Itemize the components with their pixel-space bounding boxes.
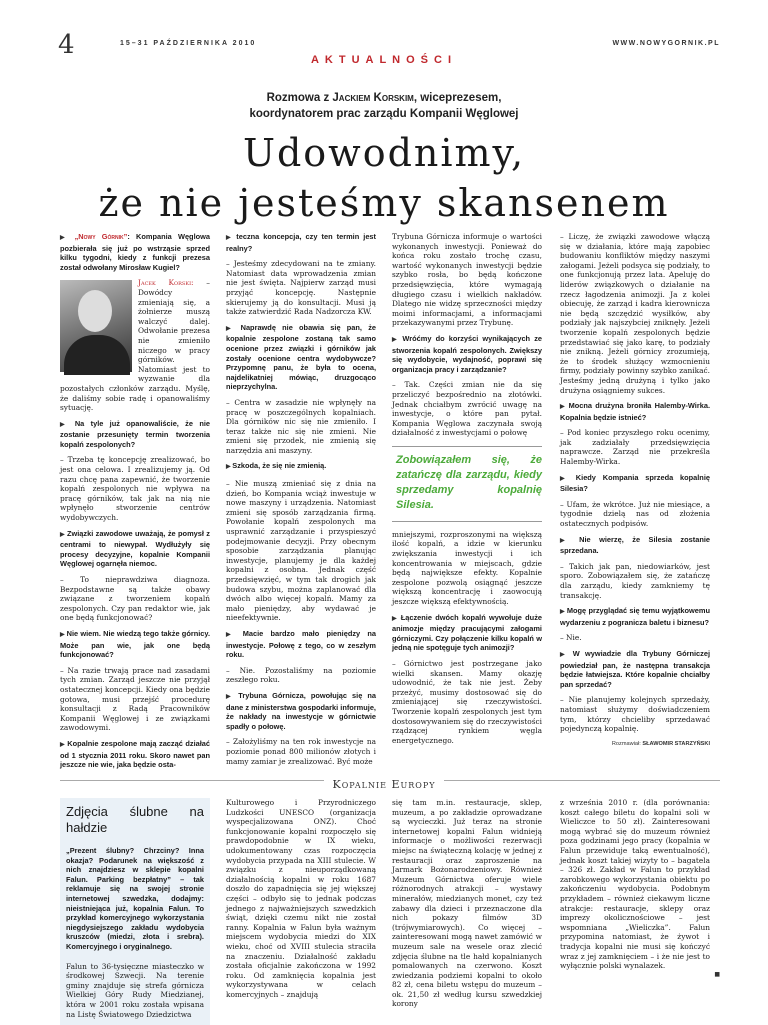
question: ▶ Wróćmy do korzyści wynikających ze stworzenia kopalń zespolonych. Zwiększy się wydobycie, wydajność, poprawi się organizacja pracy i zarządzanie? (392, 334, 542, 374)
answer: – Pod koniec przyszłego roku ocenimy, jak zadziałały przedsięwzięcia naprawcze. Zarząd nie przekreśla Halemby-Wirka. (560, 428, 710, 467)
question: ▶ Kopalnie zespolone mają zacząć działać od 1 stycznia 2011 roku. Skoro nawet pan jeszcze nie wie, jaka będzie osta- (60, 739, 210, 770)
article-body (60, 232, 710, 772)
question: ▶ Na tyle już opanowaliście, że nie zostanie przesunięty termin tworzenia kopalń zespolonych? (60, 419, 210, 450)
answer: – Trzeba tę koncepcję zrealizować, bo jest ona celowa. I zrealizujemy ją. Od razu chcę pana zapewnić, że tworzenie kopalń zespolonych nie wpływa na pracę górników, tak jak na nią nie wpłynęło stworzenie centrów wydobywczych. (60, 455, 210, 523)
answer: Jacek Korski: – Dowódcy zmieniają się, a żołnierze muszą walczyć dalej. Odwołanie prezesa nie zmieniło niczego w pracy górników. Natomiast jest to wyzwanie dla pozostałych członków zarządu. Myślę, że daliśmy sobie radę i opanowaliśmy sytuację. (60, 278, 210, 413)
headline-line1: Udowodnimy, (242, 131, 526, 175)
article-column-3 (392, 232, 542, 751)
answer: – To nieprawdziwa diagnoza. Bezpodstawne są także obawy związane z tworzeniem kopalń zespolonych. Czy pan redaktor wie, jak one będą funkcjonować? (60, 575, 210, 623)
page-number: 4 (58, 30, 75, 60)
sidebar-box (60, 798, 710, 1019)
question: ▶ Szkoda, że się nie zmienią. (226, 461, 376, 473)
question: ▶ „Nowy Górnik”: Kompania Węglowa pozbierała się już po wstrząsie sprzed kilku tygodni, kiedy z funkcji prezesa został odwołany Mirosław Kugiel? (60, 232, 210, 272)
answer: – Nie muszą zmieniać się z dnia na dzień, bo Kompania wciąż inwestuje w nowe maszyny i urządzenia. Natomiast zmieni się sposób zarządzania firmą. Powołanie kopalń zespolonych ma usprawnić zarządzanie i przyspieszyć podejmowanie decyzji. Przy obecnym sposobie zarządzania planując inwestycje, planujemy je dla każdej kopalni z osobna. Jednak część przedsięwzięć, w tym tak drogich jak budowa szybu, można zaplanować dla dwóch albo więcej kopalń. Mamy za mało pieniędzy, aby wydawać je nieefektywnie. (226, 479, 376, 623)
author-credit: Rozmawiał: SŁAWOMIR STARZYŃSKI (611, 740, 710, 747)
answer: – Górnictwo jest postrzegane jako wielki skansen. Mamy okazję udowodnić, że tak nie jest. Żeby przeżyć, musimy dostosować się do zmieniającej się rzeczywistości. Tworzenie kopalń zespolonych jest tym dostosowywaniem się do rzeczywistości rządzącej rynkiem węgla energetycznego. (392, 659, 542, 745)
question: ▶ Kiedy Kompania sprzeda kopalnię Silesia? (560, 473, 710, 494)
answer: – Takich jak pan, niedowiarków, jest sporo. Zobowiązałem się, że zatańczę dla zarządu, kiedy zamkniemy tę transakcję. (560, 561, 710, 600)
question: ▶ W wywiadzie dla Trybuny Górniczej powiedział pan, że następna transakcja będzie łatwiejsza. Które kopalnie chciałby pan sprzedać? (560, 649, 710, 689)
question: ▶ Naprawdę nie obawia się pan, że kopalnie zespolone zostaną tak samo ocenione przez związki i górników jak zostały ocenione centra wydobywcze? Przypomnę panu, że była to ocena, najdelikatniej mówiąc, druzgocąco nieprzychylna. (226, 323, 376, 392)
question: ▶ Mocna drużyna broniła Halemby-Wirka. Kopalnia będzie istnieć? (560, 401, 710, 422)
question: ▶ Nie wiem. Nie wiedzą tego także górnicy. Może pan wie, jak one będą funkcjonować? (60, 629, 210, 660)
intro-line2: koordynatorem prac zarządu Kompanii Węglowej (249, 108, 519, 120)
website: WWW.NOWYGORNIK.PL (612, 40, 720, 47)
question: ▶ Macie bardzo mało pieniędzy na inwestycje. Połowę z tego, co w zeszłym roku. (226, 629, 376, 660)
answer: – Założyliśmy na ten rok inwestycje na poziomie ponad 800 milionów złotych i mamy zamiar je zrealizować. Być może (226, 737, 376, 766)
answer: – Ufam, że wkrótce. Już nie miesiące, a tygodnie dzielą nas od złożenia ostatecznych podpisów. (560, 499, 710, 529)
intro-pre: Rozmowa z (266, 92, 333, 104)
question-cont: ▶ teczna koncepcja, czy ten termin jest realny? (226, 232, 376, 253)
pull-quote: Zobowiązałem się, że zatańczę dla zarządu, kiedy sprzedamy kopalnię Silesia. (392, 446, 542, 522)
box-heading: Zdjęcia ślubne na hałdzie (66, 804, 204, 835)
intro (0, 90, 768, 122)
answer: – Na razie trwają prace nad zasadami tych zmian. Zarząd jeszcze nie przyjął ostatecznej koncepcji. Kiedy ona będzie gotowa, musi przejść procedurę konsultacji z Radą Pracowników Kompanii Węglowej i ze związkami zawodowymi. (60, 665, 210, 733)
headline (0, 128, 768, 228)
article-column-1 (60, 232, 210, 776)
box-lead: „Prezent ślubny? Chrzciny? Inna okazja? Podarunek na większość z nich znajdziesz w sklepie kopalni Falun. Parking bezpłatny” – tak reklamuje się na swojej stronie internetowej szwedzka, dodajmy: nieistniejąca już, kopalnia Falun. To przykład komercyjnego wykorzystania niegdysiejszego zakładu wydobycia kruszców (miedzi, złota i srebra). Komercyjnego i oryginalnego. (66, 846, 204, 951)
question: ▶ Związki zawodowe uważają, że pomysł z centrami to niewypał. Wydłużyły się procesy decyzyjne, kopalnie Kompanii Węglowej ogarnęła niemoc. (60, 529, 210, 569)
answer: mniejszymi, rozproszonymi na większą ilość kopalń, a idzie w kierunku zwiększania inwestycji i ich koncentrowania w miejscach, gdzie będą największe efekty. Kopalnie zespolone pozwolą osiągnąć jeszcze większą koncentrację i zaowocują jeszcze większą efektywnością. (392, 529, 542, 607)
question: ▶ Trybuna Górnicza, powołując się na dane z ministerstwa gospodarki informuje, że nakłady na inwestycje w górnictwie spadły o połowę. (226, 691, 376, 731)
box-text: Falun to 36-tysięczne miasteczko w środkowej Szwecji. Na terenie gminy znajduje się strefa górnicza Wielkiej Góry Rudy Miedzianej, która w 2001 roku została wpisana na Listę Światowego Dziedzictwa (66, 961, 204, 1019)
answer: – Nie. Pozostaliśmy na poziomie zeszłego roku. (226, 665, 376, 685)
box-title: Kopalnie Europy (0, 773, 768, 792)
answer: – Jesteśmy zdecydowani na te zmiany. Natomiast data wprowadzenia zmian nie jest święta. Najpierw zarząd musi przyjąć koncepcję. Następnie skierujemy ją do konsultacji. Musi ją także zatwierdzić Rada Nadzorcza KW. (226, 259, 376, 317)
box-column-1 (60, 798, 210, 1025)
answer: – Nie planujemy kolejnych sprzedaży, natomiast służymy doświadczeniem tym, którzy chcieliby sprzedawać pojedynczą kopalnię. (560, 695, 710, 734)
headline-line2: że nie jesteśmy skansenem (98, 181, 670, 225)
article-column-2 (226, 232, 376, 772)
answer: Trybuna Górnicza informuje o wartości wykonanych inwestycji. Ponieważ do końca roku zostało trochę czasu, wartość wykonanych inwestycji będzie szybko rosła, bo będą kończone przedsięwzięcia, które wymagają długiego czasu i wielkich nakładów. Dlatego nie widzę sprzeczności między moimi informacjami, a informacjami przekazywanymi przez Trybunę. (392, 232, 542, 328)
question: ▶ Mogę przyglądać się temu wyjątkowemu wydarzeniu z pogranicza baletu i biznesu? (560, 606, 710, 627)
end-mark: ■ (714, 971, 720, 978)
interviewee-photo (60, 280, 132, 372)
box-column-2: Kulturowego i Przyrodniczego Ludzkości UNESCO (organizacja wyspecjalizowana ONZ). Choć funkcjonowanie kopalni rozpoczęło się prawdopodobnie w IX wieku, udokumentowany czas rozpoczęcia wydobycia przypada na XIII stulecie. W związku z nieuporządkowaną działalnością kopalni w roku 1687 doszło do zapadnięcia się jej większej części – odbyło się to jednak podczas jednego z najważniejszych szwedzkich świąt, dzięki czemu nikt nie został ranny. Kopalnia w Falun była ważnym miejscem wydobycia miedzi do XIX wieku, choć od XVIII stulecia straciła na znaczeniu. Działalność zakładu została oficjalnie zakończona w 1992 roku. Od zamknięcia kopalnia jest wykorzystywana w celach komercyjnych – znajdują (226, 798, 376, 999)
answer: – Liczę, że związki zawodowe włączą się w działania, które mają zapobiec budowaniu konfliktów między naszymi załogami. Jeżeli podsyca się podziały, to one funkcjonują przez lata. Apeluję do liderów związkowych o działanie na rzecz łagodzenia animozji. Ja z kolei obiecuję, że zarząd i kadra kierownicza nie będą szczędzić wysiłków, aby podziały jak najszybciej zniknęły. Jeżeli tworzenie kopalń zespolonych będzie przedstawiać się jako karę, to podziały nie znikną. Jeżeli górnicy zrozumieją, że to środek służący wzmocnieniu firmy, podziały powinny szybko zanikać. Jesteśmy jedną drużyną i tylko jako drużyna osiągniemy sukces. (560, 232, 710, 395)
question: ▶ Łączenie dwóch kopalń wywołuje duże animozje między pracującymi załogami górniczymi. Czy połączenie kilku kopalń w jedną nie spotęguje tych animozji? (392, 613, 542, 653)
section-title: AKTUALNOŚCI (310, 54, 458, 66)
answer: – Centra w zasadzie nie wpłynęły na pracę w poszczególnych kopalniach. Dla górników nic się nie zmieniło. I teraz także nic się nie zmieni. Nie zmieni się przodek, nie zmienią się narzędzia ani maszyny. (226, 397, 376, 455)
article-column-4 (560, 232, 710, 749)
issue-date: 15–31 PAŹDZIERNIKA 2010 (120, 40, 257, 47)
box-column-4: z września 2010 r. (dla porównania: koszt całego biletu do kopalni soli w Wieliczce to 50 zł). Zainteresowani mogą wybrać się do muzeum również poza godzinami jego pracy (kopalnia w Falun przewiduje taką ewentualność), jednak koszt takiej wizyty to – bagatela – 326 zł. Zakład w Falun to przykład zarobkowego wykorzystania obiektu po zakończeniu wydobycia. Podobnym przykładem – również ciekawym liczne atrakcje: restauracje, sklepy oraz imprezy okolicznościowe – jest wspomniana „Wieliczka”. Falun przypomina natomiast, że żywot i tradycja kopalni nie musi się kończyć wraz z jej zamknięciem – i że nie jest to wyłącznie polski wynalazek. (560, 798, 710, 971)
answer: – Tak. Części zmian nie da się przeliczyć bezpośrednio na złotówki. Jednak chciałbym zwrócić uwagę na inwestycje, o które pan pytał. Kompania Węglowa zaczynała swoją działalność z inwestycjami o połowę (392, 380, 542, 438)
answer: – Nie. (560, 633, 582, 643)
question: ▶ Nie wierzę, że Silesia zostanie sprzedana. (560, 535, 710, 556)
interviewee-name: Jackiem Korskim (332, 92, 414, 104)
intro-post: , wiceprezesem, (413, 92, 502, 104)
box-column-3: się tam m.in. restauracje, sklep, muzeum, a po zakładzie oprowadzane są wycieczki. Już teraz na stronie internetowej kopalni Falun widnieją informacje o możliwości rezerwacji miejsc na świąteczną kolację w jednej z restauracji oraz zaproszenie na Jarmark Bożonarodzeniowy. Również Muzeum Górnictwa oferuje wiele różnorodnych atrakcji – wystawy minerałów, miedzianych monet, czy też zabawy dla dzieci i przeznaczone dla nich pokazy filmów 3D (trójwymiarowych). Co więcej – zainteresowani mogą nawet zamówić w muzeum sale na wesele oraz zlecić zdjęcia ślubne na tle hałd kopalnianych pomalowanych na czerwono. Koszt zwiedzania podziemi kopalni to około 82 zł, cena biletu wstępu do muzeum – ok. 21,50 zł według kursu szwedzkiej korony (392, 798, 542, 1009)
